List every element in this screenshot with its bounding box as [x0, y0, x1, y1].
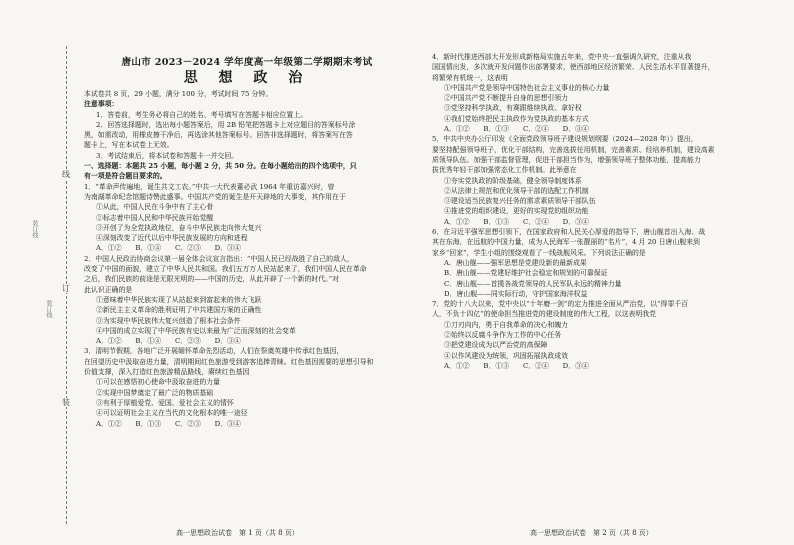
question-stem: 之后，我们民族的前途是无限光明的——中国的历史，从此开辟了一个新的时代。”对 — [84, 275, 340, 284]
question-stem: 此认识正确的是 — [84, 285, 133, 294]
page-footer-right: 高一思想政治试卷 第 2 页（共 8 页） — [530, 529, 653, 537]
notice-line: 2．回答选择题时，选出每小题答案后，用 2B 铅笔把答题卡上对应题目的答案标号涂 — [96, 120, 356, 129]
question-option: ④可以证明社会主义在当代的文化根本的唯一途径 — [96, 409, 248, 418]
question-stem: 价值支撑，深入打造红色旅游精品路线，赓续红色基因 — [84, 368, 250, 377]
question-option: ①从此，中国人民在斗争中有了主心骨 — [96, 203, 214, 212]
question-stem: 3．清明节假期，各地广泛开展缅怀革命先烈活动，人们在祭奠英雄中传承红色基因， — [84, 347, 344, 356]
page-footer-left: 高一思想政治试卷 第 1 页（共 8 页） — [176, 529, 299, 537]
question-stem: 其在东海，在远航的中国力量，成为人民海军一张靓丽的“名片”，4 月 20 日唐山舰来到 — [432, 238, 700, 247]
question-stem: 国国情出发，多次就开发问题作出部署要求，使西部地区经济繁荣、人民生活水平显著提升， — [432, 63, 715, 72]
question-option: ②始终以反腐斗争作为工作的中心任务 — [444, 331, 562, 340]
question-stem: 改变了中国的面貌，建立了中华人民共和国。我们五万万人民站起来了，我们中国人民在革命 — [84, 265, 367, 274]
question-stem: 人，不负十四亿”的使命担当推进党的建设制度的伟大工程，以这表明我党 — [432, 310, 657, 319]
answer-choices: A．①② B．①③ C．②④ D．③④ — [444, 361, 589, 370]
question-stem: 7．党的十八大以来，党中央以“十年磨一剑”的定力推进全面从严治党，以“得罪千百 — [432, 300, 689, 309]
question-stem: 为南湖革命纪念馆题诗赞此盛事。中国共产党的诞生是开天辟地的大事变，其作用在于 — [84, 192, 346, 201]
question-option: D．唐山舰——同实际行动，守护国家海洋权益 — [444, 289, 588, 298]
left-page-column — [84, 0, 410, 429]
binding-label-right: 装订线 — [45, 300, 52, 318]
question-stem: 5．中共中央办公厅印发《全面党政领导班子建设规划纲要（2024—2028 年）》提出， — [432, 135, 698, 144]
exam-subject: 思 想 政 治 — [183, 70, 311, 86]
question-option: ④推进党的组织建设，更好的实现党的组织功能 — [444, 207, 589, 216]
question-stem: 2．中国人民政治协商会议第一届全体会议宣言指出：“中国人民已经战胜了自己的敌人， — [84, 254, 354, 263]
right-page-column — [432, 52, 772, 371]
question-option: A．唐山舰——强军思想是党建设新的最新成果 — [444, 258, 587, 267]
binding-label-left: 装订线 — [31, 220, 38, 238]
notice-line: 黑，如需改动，用橡皮擦干净后，再选涂其他答案标号。回答非选择题时，将答案写在答 — [84, 131, 353, 140]
question-option: ①中国共产党是领导中国特色社会主义事业的核心力量 — [444, 83, 610, 92]
question-option: ②标志着中国人民和中华民族开始觉醒 — [96, 213, 214, 222]
question-option: ③建设适当民族复兴任务的需求素质领导干部队伍 — [444, 197, 596, 206]
question-option: C．唐山舰——首揽各战党领导的人民军队永远的精神力量 — [444, 279, 622, 288]
exam-info: 本试卷共 8 页，29 小题，满分 100 分，考试时间 75 分钟。 — [84, 90, 273, 98]
exam-title: 唐山市 2023－2024 学年度高一年级第二学期期末考试 — [121, 57, 373, 68]
section-heading: 有一项是符合题目要求的。 — [84, 172, 167, 181]
answer-choices: A．①② B．①④ C．②③ D．③④ — [96, 337, 241, 346]
question-option: ③党坚持科学执政，有赛跟维续执政、拿好权 — [444, 104, 582, 113]
notice-line: 题卡上，写在本试卷上无效。 — [84, 141, 174, 150]
section-heading: 一、选择题：本题共 25 小题，每小题 2 分，共 50 分。在每小题给出的四个选项中，只 — [84, 162, 357, 171]
question-option: ③开创了为全党执政地位，奋斗中华民族走向伟大复兴 — [96, 223, 262, 232]
question-stem: 在回望历史中汲取奋进力量，清明期间红色旅游受到游客追捧青睐。红色基因需要的思想引导和 — [84, 357, 374, 366]
question-stem: 4．新时代推进西部大开发形成新格局实施五年来，党中央一直强调久研究，注重从我 — [432, 53, 692, 61]
question-option: ④中国的成立实现了中华民族有史以来最为广泛而深刻的社会变革 — [96, 326, 296, 335]
binding-mark-1: 线 — [58, 170, 74, 179]
question-stem: 将繁荣有机统一，这表明 — [432, 73, 508, 82]
question-option: ④深刻改变了近代以后中华民族发展的方向和进程 — [96, 234, 248, 243]
question-option: ①意味着中华民族实现了从站起来到富起来的伟大飞跃 — [96, 295, 262, 304]
question-stem: 1．“革命声传遍地，诞生共文工农。”中共一大代表董必武 1964 年重访嘉兴时，曾 — [84, 182, 335, 191]
answer-choices: A．①② B．①③ C．②④ D．③④ — [444, 217, 589, 226]
question-option: ②新民主主义革命的胜利证明了中共建国方案的正确性 — [96, 306, 262, 315]
question-stem: 质领导队伍。加强干部监督管理，促进干部担当作为，增强领导班子整体功能，提高能力 — [432, 155, 701, 164]
question-option: ①可以在感悟初心使命中汲取奋进的力量 — [96, 378, 221, 387]
question-option: ③把党建设成为以严治党的高保障 — [444, 341, 548, 350]
question-stem: 要坚持配强领导班子，优化干部结构，完善选拔任用机制，完善素质、经培养机制，建设高素 — [432, 145, 715, 154]
answer-choices: A．①② B．①③ C．②③ D．③④ — [96, 419, 241, 428]
question-option: ④我们党始终把民主执政作为党执政的基本方式 — [444, 114, 589, 123]
question-stem: 拔优秀年轻干部加强常态化工作机制。此举意在 — [432, 166, 577, 175]
question-option: B．唐山舰——党建好维护社会稳定和规划的可靠保证 — [444, 269, 608, 278]
notice-line: 3．考试结束后，将本试卷和答题卡一并交回。 — [96, 151, 239, 160]
question-option: ②从法律上规范和优化领导干部的选配工作机制 — [444, 186, 589, 195]
notice-line: 1．答卷前，考生务必将自己的姓名、考号填写在答题卡相应位置上。 — [96, 110, 308, 119]
question-option: ④以作风建设为统领，巩固拓展执政成效 — [444, 351, 569, 360]
binding-mark-3: 装 — [58, 398, 74, 407]
question-option: ②中国共产党不断提升自身的思想引领力 — [444, 94, 569, 103]
notice-heading: 注意事项： — [84, 100, 119, 109]
binding-mark-2: 订 — [58, 284, 74, 293]
question-stem: 家乡“回家”，学生小组的围绕观看了一线战舰风采。下列说法正确的是 — [432, 248, 646, 257]
question-option: ②实现中国梦奠定了最广泛的物质基础 — [96, 388, 214, 397]
answer-choices: A．①② B．①③ C．②④ D．③④ — [444, 125, 589, 134]
question-stem: 6．在习近平强军思想引领下，在国家政府和人民关心厚爱的指导下，唐山舰首出入海、战 — [432, 228, 706, 237]
answer-choices: A．①② B．①④ C．②③ D．③④ — [96, 244, 241, 253]
question-option: ③为实现中华民族伟大复兴创造了根本社会条件 — [96, 316, 241, 325]
question-option: ③有利于厚植爱党、爱国、爱社会主义的情怀 — [96, 398, 234, 407]
question-option: ①夯实党执政的阶级基础，健全领导制度体系 — [444, 176, 582, 185]
question-option: ①刀刃向内，勇于自我革命的决心和魄力 — [444, 320, 569, 329]
